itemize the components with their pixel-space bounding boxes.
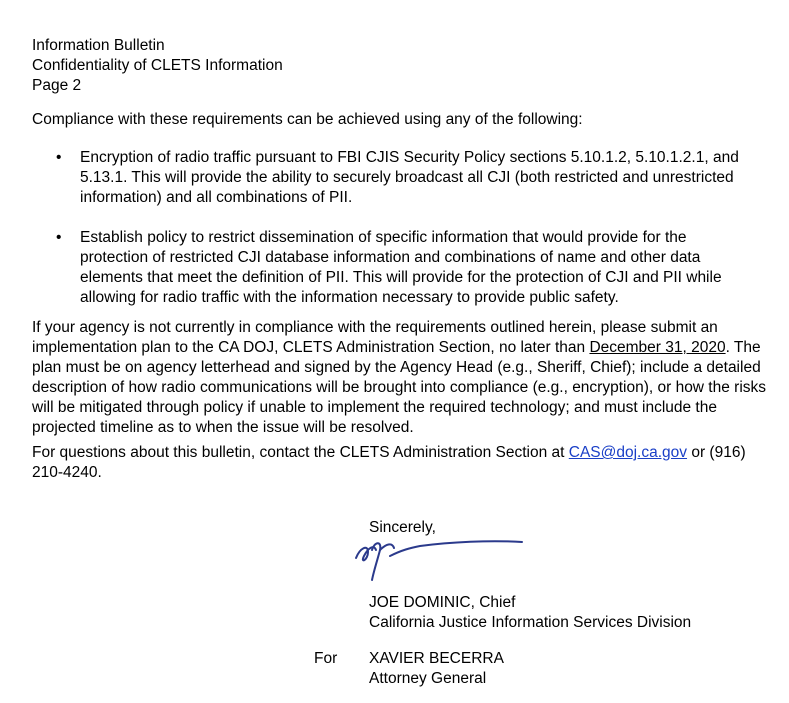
compliance-paragraph xyxy=(32,318,767,438)
bullet-marker: • xyxy=(56,229,62,246)
signer-block xyxy=(369,593,691,633)
bullet-marker: • xyxy=(56,149,62,166)
document-header xyxy=(32,36,283,96)
contact-text-start: For questions about this bulletin, contact the CLETS Administration Section at xyxy=(32,444,569,461)
principal-name: XAVIER BECERRA xyxy=(369,650,504,667)
bulletin-subject: Confidentiality of CLETS Information xyxy=(32,57,283,74)
list-item-text: Establish policy to restrict dissemination of specific information that would provide for the protection of restricted CJI database information and combinations of name and other data elements that meet the definition of PII. This will provide for the protection of CJI and PII while allowing for radio traffic with the information necessary to provide public safety. xyxy=(80,229,722,306)
contact-paragraph xyxy=(32,443,767,483)
bulletin-type: Information Bulletin xyxy=(32,37,165,54)
on-behalf-block xyxy=(369,649,504,689)
options-list xyxy=(56,148,756,328)
closing-salutation: Sincerely, xyxy=(369,519,436,536)
email-link[interactable]: CAS@doj.ca.gov xyxy=(568,444,688,461)
deadline-date: December 31, 2020 xyxy=(589,339,726,356)
intro-sentence: Compliance with these requirements can be achieved using any of the following: xyxy=(32,111,583,128)
for-label: For xyxy=(314,650,338,667)
list-item xyxy=(56,228,756,308)
list-item-text: Encryption of radio traffic pursuant to FBI CJIS Security Policy sections 5.10.1.2, 5.10.1.2.1, and 5.13.1. This will provide the ability to securely broadcast all CJI (both restricted and unrestricted information) and all combinations of PII. xyxy=(80,149,739,206)
handwritten-signature xyxy=(350,532,530,587)
signer-division: California Justice Information Services Division xyxy=(369,614,692,631)
principal-title: Attorney General xyxy=(369,670,487,687)
contact-text-end: or (916) 210-4240. xyxy=(32,444,746,481)
signer-name: JOE DOMINIC, Chief xyxy=(369,594,516,611)
list-item xyxy=(56,148,756,208)
compliance-text-start: If your agency is not currently in compliance with the requirements outlined herein, please submit an implementation plan to the CA DOJ, CLETS Administration Section, no later than xyxy=(32,319,718,356)
compliance-text-end: . The plan must be on agency letterhead and signed by the Agency Head (e.g., Sheriff, Chief); include a detailed description of how radio communications will be brought into compliance (e.g., encryption), or how the risks will be mitigated through policy if unable to implement the required technology; and must include the projected timeline as to when the issue will be resolved. xyxy=(32,339,767,436)
page-number: Page 2 xyxy=(32,77,82,94)
